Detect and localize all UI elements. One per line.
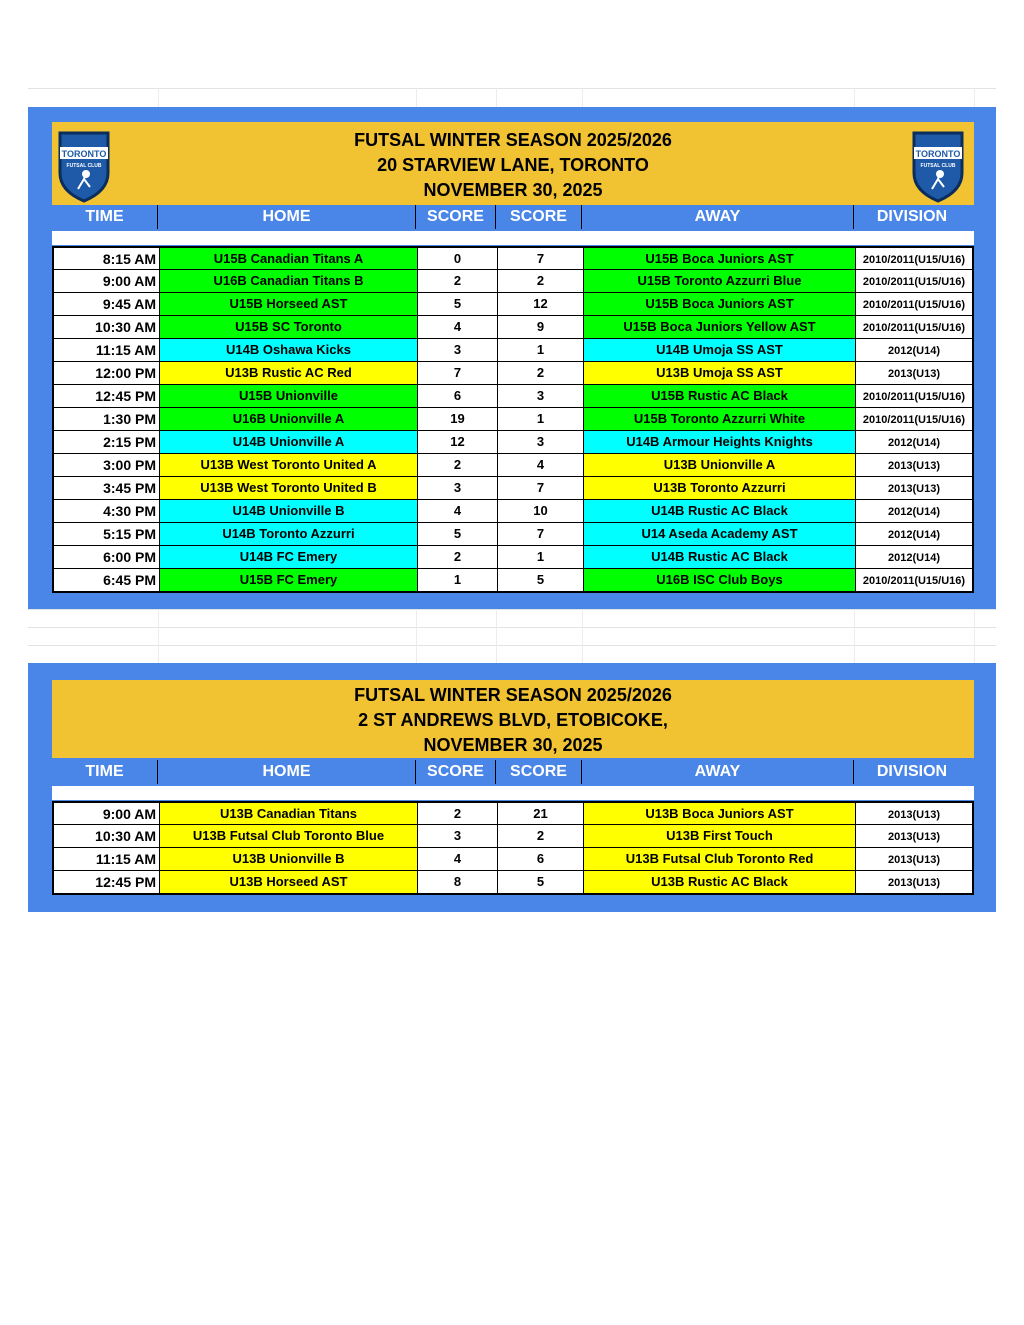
- gridline: [28, 88, 996, 89]
- away-team: U15B Boca Juniors AST: [584, 293, 856, 315]
- home-score: 19: [418, 408, 498, 430]
- away-team: U13B Unionville A: [584, 454, 856, 476]
- away-team: U16B ISC Club Boys: [584, 569, 856, 591]
- game-time: 5:15 PM: [54, 523, 160, 545]
- header-home: HOME: [158, 205, 416, 229]
- home-score: 7: [418, 362, 498, 384]
- division: 2013(U13): [856, 477, 972, 499]
- away-score: 5: [498, 569, 584, 591]
- header-score-home: SCORE: [416, 205, 496, 229]
- table-row: [54, 499, 972, 522]
- away-score: 7: [498, 477, 584, 499]
- schedule-location: 20 STARVIEW LANE, TORONTO: [377, 155, 649, 175]
- home-score: 2: [418, 803, 498, 824]
- table-row: [54, 870, 972, 893]
- game-time: 3:45 PM: [54, 477, 160, 499]
- toronto-logo: [910, 129, 966, 203]
- logo-subtext: FUTSAL CLUB: [920, 163, 956, 169]
- away-score: 10: [498, 500, 584, 522]
- away-score: 7: [498, 523, 584, 545]
- header-score-away: SCORE: [496, 760, 582, 784]
- away-team: U15B Toronto Azzurri Blue: [584, 270, 856, 292]
- home-team: U13B West Toronto United B: [160, 477, 418, 499]
- schedule-location: 2 ST ANDREWS BLVD, ETOBICOKE,: [358, 710, 668, 730]
- home-team: U15B Horseed AST: [160, 293, 418, 315]
- header-away: AWAY: [582, 760, 854, 784]
- header-home: HOME: [158, 760, 416, 784]
- table-row: [54, 430, 972, 453]
- division: 2012(U14): [856, 500, 972, 522]
- away-team: U13B Futsal Club Toronto Red: [584, 848, 856, 870]
- away-team: U15B Rustic AC Black: [584, 385, 856, 407]
- table-row: [54, 315, 972, 338]
- logo-text: TORONTO: [61, 149, 107, 159]
- home-team: U13B Horseed AST: [160, 871, 418, 893]
- table-row: [54, 522, 972, 545]
- away-score: 1: [498, 339, 584, 361]
- home-score: 2: [418, 546, 498, 568]
- home-team: U14B Unionville B: [160, 500, 418, 522]
- division: 2013(U13): [856, 454, 972, 476]
- table-row: [54, 384, 972, 407]
- logo-text: TORONTO: [915, 149, 961, 159]
- home-score: 0: [418, 248, 498, 269]
- away-score: 5: [498, 871, 584, 893]
- game-time: 10:30 AM: [54, 316, 160, 338]
- games-table-1: [52, 246, 974, 593]
- game-time: 12:45 PM: [54, 385, 160, 407]
- away-team: U15B Boca Juniors Yellow AST: [584, 316, 856, 338]
- schedule-header-1: [52, 122, 974, 205]
- logo-subtext: FUTSAL CLUB: [66, 163, 102, 169]
- table-row: [54, 246, 972, 269]
- column-headers: [52, 760, 974, 784]
- schedule-title: FUTSAL WINTER SEASON 2025/2026: [354, 130, 672, 150]
- division: 2013(U13): [856, 825, 972, 847]
- game-time: 10:30 AM: [54, 825, 160, 847]
- away-score: 12: [498, 293, 584, 315]
- away-score: 6: [498, 848, 584, 870]
- gridline: [28, 645, 996, 646]
- table-row: [54, 847, 972, 870]
- home-score: 3: [418, 477, 498, 499]
- game-time: 3:00 PM: [54, 454, 160, 476]
- spacer-row: [52, 786, 974, 800]
- home-team: U13B West Toronto United A: [160, 454, 418, 476]
- game-time: 2:15 PM: [54, 431, 160, 453]
- game-time: 9:45 AM: [54, 293, 160, 315]
- game-time: 9:00 AM: [54, 803, 160, 824]
- away-team: U13B First Touch: [584, 825, 856, 847]
- away-score: 2: [498, 825, 584, 847]
- header-away: AWAY: [582, 205, 854, 229]
- home-team: U14B FC Emery: [160, 546, 418, 568]
- game-time: 6:45 PM: [54, 569, 160, 591]
- table-row: [54, 407, 972, 430]
- away-score: 1: [498, 546, 584, 568]
- home-score: 1: [418, 569, 498, 591]
- game-time: 12:45 PM: [54, 871, 160, 893]
- home-score: 2: [418, 454, 498, 476]
- home-team: U16B Unionville A: [160, 408, 418, 430]
- home-team: U13B Unionville B: [160, 848, 418, 870]
- division: 2013(U13): [856, 871, 972, 893]
- away-team: U14B Umoja SS AST: [584, 339, 856, 361]
- away-score: 3: [498, 385, 584, 407]
- away-score: 1: [498, 408, 584, 430]
- away-team: U14B Rustic AC Black: [584, 546, 856, 568]
- table-row: [54, 338, 972, 361]
- home-team: U16B Canadian Titans B: [160, 270, 418, 292]
- game-time: 9:00 AM: [54, 270, 160, 292]
- division: 2012(U14): [856, 546, 972, 568]
- table-row: [54, 453, 972, 476]
- home-team: U13B Rustic AC Red: [160, 362, 418, 384]
- home-team: U13B Canadian Titans: [160, 803, 418, 824]
- games-table-2: [52, 801, 974, 895]
- division: 2010/2011(U15/U16): [856, 408, 972, 430]
- header-time: TIME: [52, 760, 158, 784]
- home-team: U14B Toronto Azzurri: [160, 523, 418, 545]
- division: 2010/2011(U15/U16): [856, 293, 972, 315]
- away-score: 7: [498, 248, 584, 269]
- gridline: [28, 609, 996, 610]
- spacer-row: [52, 231, 974, 245]
- away-team: U13B Boca Juniors AST: [584, 803, 856, 824]
- away-team: U14B Rustic AC Black: [584, 500, 856, 522]
- game-time: 12:00 PM: [54, 362, 160, 384]
- home-score: 3: [418, 339, 498, 361]
- schedule-header-2: [52, 680, 974, 758]
- away-team: U14B Armour Heights Knights: [584, 431, 856, 453]
- away-team: U15B Boca Juniors AST: [584, 248, 856, 269]
- home-score: 12: [418, 431, 498, 453]
- header-time: TIME: [52, 205, 158, 229]
- home-team: U15B FC Emery: [160, 569, 418, 591]
- schedule-date: NOVEMBER 30, 2025: [423, 180, 603, 200]
- game-time: 6:00 PM: [54, 546, 160, 568]
- division: 2012(U14): [856, 431, 972, 453]
- header-score-home: SCORE: [416, 760, 496, 784]
- division: 2013(U13): [856, 803, 972, 824]
- home-score: 4: [418, 316, 498, 338]
- game-time: 11:15 AM: [54, 339, 160, 361]
- away-score: 4: [498, 454, 584, 476]
- division: 2010/2011(U15/U16): [856, 316, 972, 338]
- home-score: 5: [418, 293, 498, 315]
- away-score: 9: [498, 316, 584, 338]
- table-row: [54, 568, 972, 591]
- table-row: [54, 476, 972, 499]
- home-score: 2: [418, 270, 498, 292]
- division: 2012(U14): [856, 339, 972, 361]
- away-score: 2: [498, 362, 584, 384]
- division: 2012(U14): [856, 523, 972, 545]
- schedule-date: NOVEMBER 30, 2025: [423, 735, 603, 755]
- home-team: U15B SC Toronto: [160, 316, 418, 338]
- division: 2010/2011(U15/U16): [856, 569, 972, 591]
- division: 2010/2011(U15/U16): [856, 385, 972, 407]
- table-row: [54, 269, 972, 292]
- division: 2010/2011(U15/U16): [856, 248, 972, 269]
- home-score: 6: [418, 385, 498, 407]
- division: 2013(U13): [856, 362, 972, 384]
- away-team: U14 Aseda Academy AST: [584, 523, 856, 545]
- table-row: [54, 292, 972, 315]
- home-team: U13B Futsal Club Toronto Blue: [160, 825, 418, 847]
- header-division: DIVISION: [854, 760, 970, 784]
- away-team: U13B Toronto Azzurri: [584, 477, 856, 499]
- game-time: 11:15 AM: [54, 848, 160, 870]
- table-row: [54, 824, 972, 847]
- column-headers: [52, 205, 974, 229]
- division: 2013(U13): [856, 848, 972, 870]
- home-score: 4: [418, 500, 498, 522]
- away-score: 3: [498, 431, 584, 453]
- game-time: 1:30 PM: [54, 408, 160, 430]
- game-time: 4:30 PM: [54, 500, 160, 522]
- gridline: [28, 627, 996, 628]
- away-team: U15B Toronto Azzurri White: [584, 408, 856, 430]
- away-score: 21: [498, 803, 584, 824]
- home-team: U14B Unionville A: [160, 431, 418, 453]
- header-division: DIVISION: [854, 205, 970, 229]
- table-row: [54, 545, 972, 568]
- home-team: U14B Oshawa Kicks: [160, 339, 418, 361]
- away-score: 2: [498, 270, 584, 292]
- home-score: 5: [418, 523, 498, 545]
- division: 2010/2011(U15/U16): [856, 270, 972, 292]
- table-row: [54, 801, 972, 824]
- toronto-logo: [56, 129, 112, 203]
- game-time: 8:15 AM: [54, 248, 160, 269]
- home-score: 3: [418, 825, 498, 847]
- away-team: U13B Rustic AC Black: [584, 871, 856, 893]
- home-score: 4: [418, 848, 498, 870]
- header-score-away: SCORE: [496, 205, 582, 229]
- table-row: [54, 361, 972, 384]
- schedule-title: FUTSAL WINTER SEASON 2025/2026: [354, 685, 672, 705]
- home-team: U15B Canadian Titans A: [160, 248, 418, 269]
- home-team: U15B Unionville: [160, 385, 418, 407]
- away-team: U13B Umoja SS AST: [584, 362, 856, 384]
- home-score: 8: [418, 871, 498, 893]
